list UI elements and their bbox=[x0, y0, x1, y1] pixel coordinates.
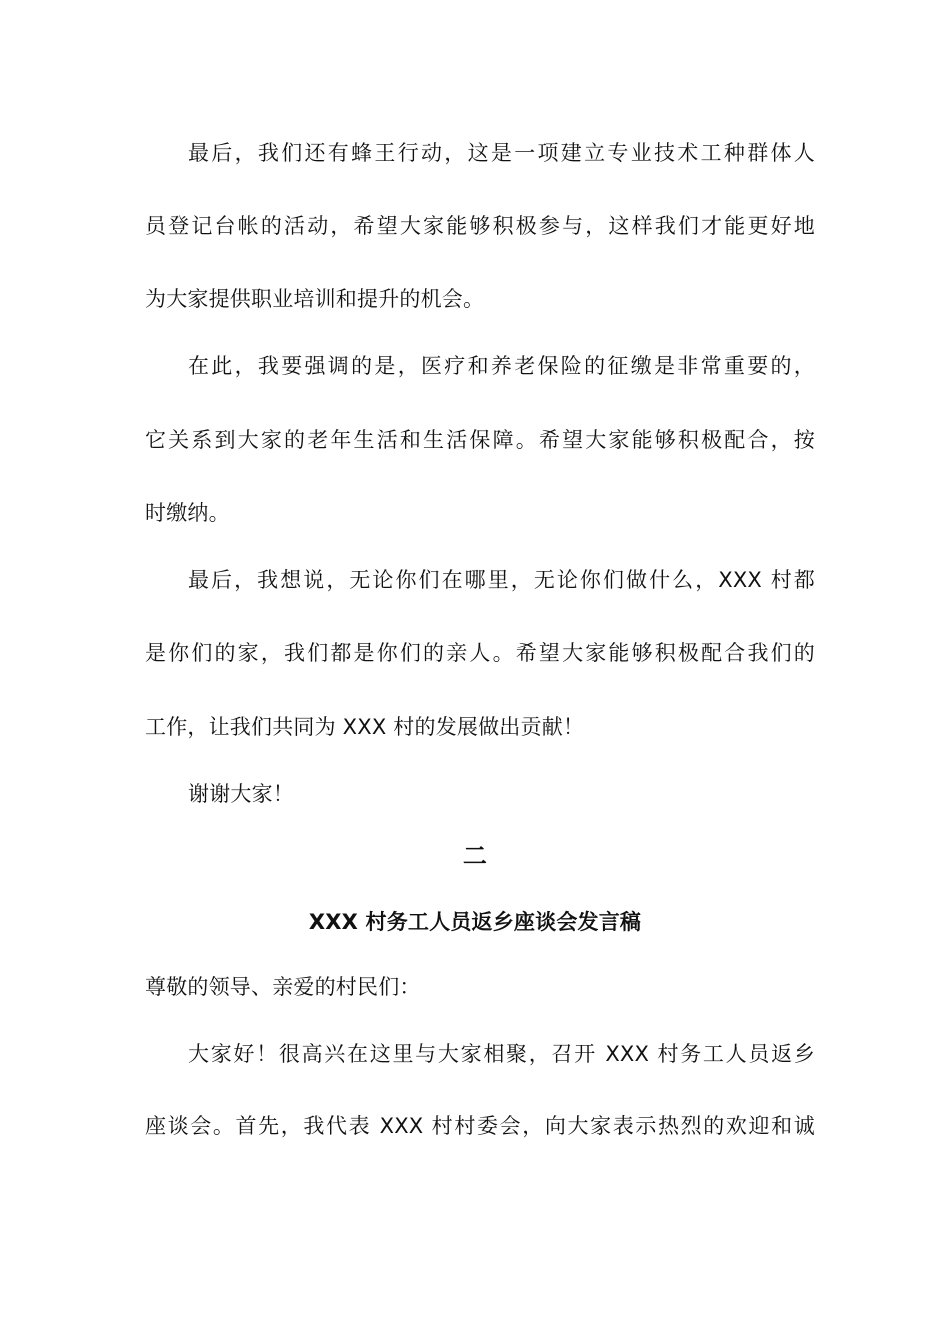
paragraph-line: 为大家提供职业培训和提升的机会。 bbox=[145, 287, 485, 311]
salutation: 尊敬的领导、亲爱的村民们： bbox=[145, 975, 421, 999]
paragraph-line: 在此，我要强调的是，医疗和养老保险的征缴是非常重要的， bbox=[188, 354, 815, 378]
speech-title: XXX 村务工人员返乡座谈会发言稿 bbox=[308, 910, 642, 934]
paragraph-line: 最后，我们还有蜂王行动，这是一项建立专业技术工种群体人 bbox=[188, 141, 815, 165]
paragraph-line: 时缴纳。 bbox=[145, 501, 230, 525]
section-number: 二 bbox=[462, 842, 488, 870]
paragraph-line: 是你们的家，我们都是你们的亲人。希望大家能够积极配合我们的 bbox=[145, 641, 815, 665]
paragraph-line: 最后，我想说，无论你们在哪里，无论你们做什么，XXX 村都 bbox=[188, 568, 815, 592]
paragraph-line: 它关系到大家的老年生活和生活保障。希望大家能够积极配合，按 bbox=[145, 428, 815, 452]
paragraph-line: 大家好！很高兴在这里与大家相聚，召开 XXX 村务工人员返乡 bbox=[188, 1042, 815, 1066]
paragraph-line: 座谈会。首先，我代表 XXX 村村委会，向大家表示热烈的欢迎和诚 bbox=[145, 1114, 815, 1138]
paragraph-line: 员登记台帐的活动，希望大家能够积极参与，这样我们才能更好地 bbox=[145, 214, 815, 238]
paragraph-line: 工作，让我们共同为 XXX 村的发展做出贡献！ bbox=[145, 715, 585, 739]
closing-line: 谢谢大家！ bbox=[188, 782, 294, 806]
